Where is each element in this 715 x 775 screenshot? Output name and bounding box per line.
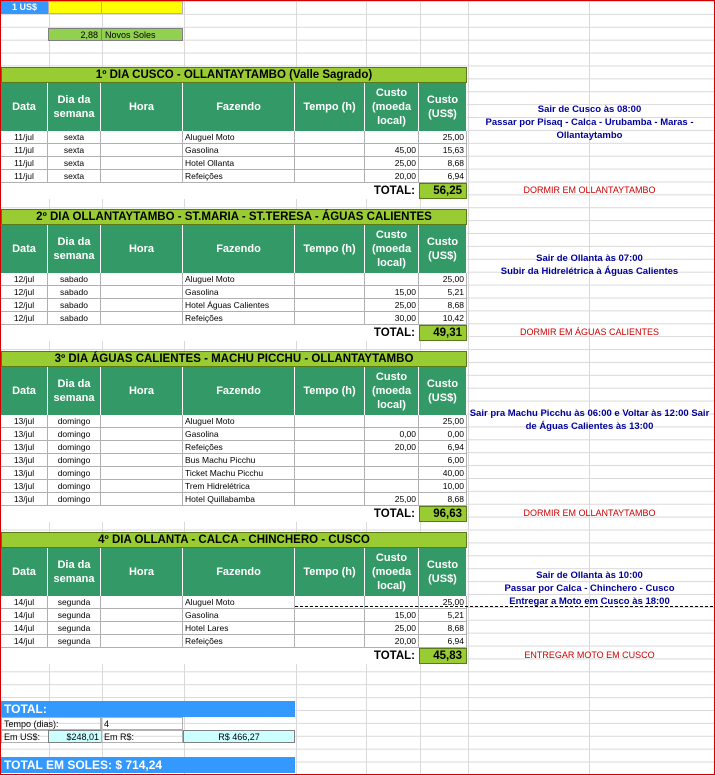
date-cell[interactable]: 13/jul: [1, 428, 48, 441]
table-row: [1, 441, 467, 454]
usd-value[interactable]: $248,01: [48, 730, 102, 743]
time-cell[interactable]: [295, 415, 365, 428]
column-header[interactable]: Tempo (h): [295, 548, 365, 596]
cost-usd-cell[interactable]: 25,00: [419, 596, 467, 609]
hour-cell[interactable]: [101, 131, 183, 144]
time-cell[interactable]: [295, 273, 365, 286]
activity-cell[interactable]: Ticket Machu Picchu: [183, 467, 295, 480]
day-section: [1, 209, 467, 341]
date-cell[interactable]: 14/jul: [1, 609, 48, 622]
cost-usd-cell[interactable]: 25,00: [419, 131, 467, 144]
column-header[interactable]: Custo (US$): [419, 367, 467, 415]
hour-cell[interactable]: [101, 493, 183, 506]
hour-cell[interactable]: [101, 467, 183, 480]
day-section: [1, 67, 467, 199]
cost-usd-cell[interactable]: 8,68: [419, 622, 467, 635]
table-row: [1, 273, 467, 286]
column-header[interactable]: Dia da semana: [48, 225, 101, 273]
time-cell[interactable]: [295, 428, 365, 441]
column-header[interactable]: Custo (US$): [419, 225, 467, 273]
sleep-note: DORMIR EM OLLANTAYTAMBO: [523, 185, 656, 195]
time-cell[interactable]: [295, 286, 365, 299]
weekday-cell[interactable]: domingo: [48, 441, 101, 454]
cost-local-cell[interactable]: [365, 596, 419, 609]
cost-usd-cell[interactable]: 40,00: [419, 467, 467, 480]
column-header[interactable]: Data: [1, 548, 48, 596]
cost-local-cell[interactable]: [365, 467, 419, 480]
cost-usd-cell[interactable]: 25,00: [419, 415, 467, 428]
column-header[interactable]: Dia da semana: [48, 83, 101, 131]
date-cell[interactable]: 11/jul: [1, 157, 48, 170]
time-cell[interactable]: [295, 157, 365, 170]
brl-value[interactable]: R$ 466,27: [183, 730, 295, 743]
summary-title: TOTAL:: [1, 701, 295, 717]
date-cell[interactable]: 14/jul: [1, 596, 48, 609]
activity-cell[interactable]: Gasolina: [183, 286, 295, 299]
weekday-cell[interactable]: domingo: [48, 467, 101, 480]
activity-cell[interactable]: Gasolina: [183, 428, 295, 441]
time-cell[interactable]: [295, 312, 365, 325]
column-header[interactable]: Custo (US$): [419, 548, 467, 596]
activity-cell[interactable]: Aluguel Moto: [183, 273, 295, 286]
rate-cell-1[interactable]: [48, 1, 102, 14]
time-cell[interactable]: [295, 131, 365, 144]
sleep-note: DORMIR EM ÁGUAS CALIENTES: [519, 327, 660, 337]
cost-local-cell[interactable]: 45,00: [365, 144, 419, 157]
date-cell[interactable]: 13/jul: [1, 454, 48, 467]
day-title: 4º DIA OLLANTA - CALCA - CHINCHERO - CUSCO: [1, 532, 467, 548]
activity-cell[interactable]: Gasolina: [183, 609, 295, 622]
total-value[interactable]: 96,63: [419, 506, 467, 522]
total-label: TOTAL:: [373, 327, 415, 339]
time-cell[interactable]: [295, 596, 365, 609]
date-cell[interactable]: 11/jul: [1, 144, 48, 157]
table-row: [1, 312, 467, 325]
time-cell[interactable]: [295, 493, 365, 506]
column-header[interactable]: Tempo (h): [295, 83, 365, 131]
weekday-cell[interactable]: domingo: [48, 428, 101, 441]
day-title: 2º DIA OLLANTAYTAMBO - ST.MARIA - ST.TERESA - ÁGUAS CALIENTES: [1, 209, 467, 225]
column-header[interactable]: Custo (moeda local): [365, 548, 419, 596]
table-row: [1, 428, 467, 441]
time-cell[interactable]: [295, 609, 365, 622]
time-cell[interactable]: [295, 299, 365, 312]
weekday-cell[interactable]: segunda: [48, 596, 101, 609]
hour-cell[interactable]: [101, 609, 183, 622]
weekday-cell[interactable]: segunda: [48, 622, 101, 635]
date-cell[interactable]: 13/jul: [1, 441, 48, 454]
hour-cell[interactable]: [101, 622, 183, 635]
cost-local-cell[interactable]: 0,00: [365, 428, 419, 441]
column-header[interactable]: Hora: [101, 548, 183, 596]
table-row: [1, 415, 467, 428]
date-cell[interactable]: 14/jul: [1, 635, 48, 648]
weekday-cell[interactable]: sabado: [48, 273, 101, 286]
column-header[interactable]: Custo (moeda local): [365, 367, 419, 415]
rate-currency[interactable]: Novos Soles: [101, 28, 183, 41]
total-value[interactable]: 49,31: [419, 325, 467, 341]
hour-cell[interactable]: [101, 635, 183, 648]
date-cell[interactable]: 13/jul: [1, 493, 48, 506]
activity-cell[interactable]: Aluguel Moto: [183, 131, 295, 144]
column-header[interactable]: Data: [1, 367, 48, 415]
table-row: [1, 635, 467, 648]
hour-cell[interactable]: [101, 157, 183, 170]
weekday-cell[interactable]: sexta: [48, 144, 101, 157]
date-cell[interactable]: 12/jul: [1, 273, 48, 286]
column-header[interactable]: Hora: [101, 83, 183, 131]
day-note: Sair de Ollanta às 10:00 Passar por Calca - Chinchero - Cusco Entregar a Moto em Cusco às 18:00: [504, 570, 675, 607]
cost-usd-cell[interactable]: 8,68: [419, 157, 467, 170]
cost-local-cell[interactable]: 25,00: [365, 157, 419, 170]
day-title: 3º DIA ÁGUAS CALIENTES - MACHU PICCHU - OLLANTAYTAMBO: [1, 351, 467, 367]
time-cell[interactable]: [295, 635, 365, 648]
activity-cell[interactable]: Hotel Águas Calientes: [183, 299, 295, 312]
cost-local-cell[interactable]: 25,00: [365, 622, 419, 635]
time-cell[interactable]: [295, 467, 365, 480]
date-cell[interactable]: 13/jul: [1, 480, 48, 493]
total-label: TOTAL:: [373, 185, 415, 197]
hour-cell[interactable]: [101, 312, 183, 325]
activity-cell[interactable]: Gasolina: [183, 144, 295, 157]
activity-cell[interactable]: Hotel Lares: [183, 622, 295, 635]
usd-label: Em US$:: [1, 730, 49, 743]
column-header[interactable]: Data: [1, 225, 48, 273]
table-row: [1, 596, 467, 609]
hour-cell[interactable]: [101, 480, 183, 493]
activity-cell[interactable]: Trem Hidrelétrica: [183, 480, 295, 493]
weekday-cell[interactable]: segunda: [48, 635, 101, 648]
weekday-cell[interactable]: sexta: [48, 157, 101, 170]
table-row: [1, 286, 467, 299]
column-header[interactable]: Tempo (h): [295, 225, 365, 273]
cost-local-cell[interactable]: 15,00: [365, 609, 419, 622]
total-value[interactable]: 56,25: [419, 183, 467, 199]
weekday-cell[interactable]: domingo: [48, 454, 101, 467]
activity-cell[interactable]: Hotel Quillabamba: [183, 493, 295, 506]
activity-cell[interactable]: Aluguel Moto: [183, 415, 295, 428]
cost-usd-cell[interactable]: 8,68: [419, 299, 467, 312]
date-cell[interactable]: 14/jul: [1, 622, 48, 635]
cost-usd-cell[interactable]: 6,94: [419, 170, 467, 183]
cost-usd-cell[interactable]: 8,68: [419, 493, 467, 506]
column-header[interactable]: Hora: [101, 367, 183, 415]
hour-cell[interactable]: [101, 415, 183, 428]
weekday-cell[interactable]: sabado: [48, 299, 101, 312]
column-header[interactable]: Fazendo: [183, 225, 295, 273]
cost-usd-cell[interactable]: 15,63: [419, 144, 467, 157]
cost-usd-cell[interactable]: 10,00: [419, 480, 467, 493]
hour-cell[interactable]: [101, 299, 183, 312]
column-header[interactable]: Custo (US$): [419, 83, 467, 131]
hour-cell[interactable]: [101, 428, 183, 441]
column-header[interactable]: Dia da semana: [48, 548, 101, 596]
weekday-cell[interactable]: sabado: [48, 312, 101, 325]
cost-usd-cell[interactable]: 5,21: [419, 609, 467, 622]
weekday-cell[interactable]: domingo: [48, 480, 101, 493]
page-break-line: [295, 606, 713, 607]
cost-usd-cell[interactable]: 6,00: [419, 454, 467, 467]
cost-local-cell[interactable]: [365, 480, 419, 493]
day-note: Sair pra Machu Picchu às 06:00 e Voltar às 12:00 Sair de Águas Calientes às 13:00: [469, 408, 710, 432]
days-value[interactable]: 4: [101, 717, 183, 730]
sleep-note: DORMIR EM OLLANTAYTAMBO: [523, 508, 656, 518]
date-cell[interactable]: 13/jul: [1, 415, 48, 428]
column-header[interactable]: Custo (moeda local): [365, 225, 419, 273]
total-value[interactable]: 45,83: [419, 648, 467, 664]
date-cell[interactable]: 12/jul: [1, 286, 48, 299]
column-header[interactable]: Dia da semana: [48, 367, 101, 415]
time-cell[interactable]: [295, 622, 365, 635]
weekday-cell[interactable]: sabado: [48, 286, 101, 299]
weekday-cell[interactable]: segunda: [48, 609, 101, 622]
activity-cell[interactable]: Refeições: [183, 312, 295, 325]
date-cell[interactable]: 11/jul: [1, 170, 48, 183]
table-row: [1, 299, 467, 312]
table-row: [1, 480, 467, 493]
column-header[interactable]: Data: [1, 83, 48, 131]
soles-total: TOTAL EM SOLES: $ 714,24: [1, 757, 295, 773]
cost-usd-cell[interactable]: 5,21: [419, 286, 467, 299]
day-title: 1º DIA CUSCO - OLLANTAYTAMBO (Valle Sagrado): [1, 67, 467, 83]
day-note: Sair de Cusco às 08:00 Passar por Pisaq - Calca - Urubamba - Maras - Ollantaytambo: [485, 104, 694, 141]
activity-cell[interactable]: Refeições: [183, 635, 295, 648]
hour-cell[interactable]: [101, 144, 183, 157]
table-row: [1, 609, 467, 622]
date-cell[interactable]: 13/jul: [1, 467, 48, 480]
cost-local-cell[interactable]: 25,00: [365, 493, 419, 506]
activity-cell[interactable]: Refeições: [183, 441, 295, 454]
rate-label: 1 US$: [1, 1, 48, 14]
column-header[interactable]: Tempo (h): [295, 367, 365, 415]
activity-cell[interactable]: Aluguel Moto: [183, 596, 295, 609]
activity-cell[interactable]: Refeições: [183, 170, 295, 183]
cost-local-cell[interactable]: 25,00: [365, 299, 419, 312]
cost-usd-cell[interactable]: 0,00: [419, 428, 467, 441]
table-row: [1, 170, 467, 183]
rate-cell-2[interactable]: [101, 1, 183, 14]
brl-label: Em R$:: [101, 730, 183, 743]
table-row: [1, 157, 467, 170]
column-header[interactable]: Custo (moeda local): [365, 83, 419, 131]
weekday-cell[interactable]: domingo: [48, 493, 101, 506]
cost-local-cell[interactable]: [365, 131, 419, 144]
table-row: [1, 144, 467, 157]
cost-local-cell[interactable]: 20,00: [365, 441, 419, 454]
cost-local-cell[interactable]: [365, 454, 419, 467]
time-cell[interactable]: [295, 170, 365, 183]
cost-local-cell[interactable]: [365, 415, 419, 428]
cost-usd-cell[interactable]: 10,42: [419, 312, 467, 325]
cost-usd-cell[interactable]: 6,94: [419, 635, 467, 648]
weekday-cell[interactable]: sexta: [48, 131, 101, 144]
table-row: [1, 131, 467, 144]
activity-cell[interactable]: Bus Machu Picchu: [183, 454, 295, 467]
cost-usd-cell[interactable]: 6,94: [419, 441, 467, 454]
table-row: [1, 493, 467, 506]
cost-local-cell[interactable]: 20,00: [365, 635, 419, 648]
weekday-cell[interactable]: sexta: [48, 170, 101, 183]
column-header[interactable]: Fazendo: [183, 367, 295, 415]
day-note: Sair de Ollanta às 07:00 Subir da Hidrelétrica à Águas Calientes: [500, 253, 679, 277]
rate-value[interactable]: 2,88: [48, 28, 102, 41]
time-cell[interactable]: [295, 480, 365, 493]
day-section: [1, 532, 467, 664]
hour-cell[interactable]: [101, 454, 183, 467]
weekday-cell[interactable]: domingo: [48, 415, 101, 428]
total-label: TOTAL:: [373, 508, 415, 520]
hour-cell[interactable]: [101, 170, 183, 183]
hour-cell[interactable]: [101, 286, 183, 299]
time-cell[interactable]: [295, 454, 365, 467]
table-row: [1, 622, 467, 635]
column-header[interactable]: Fazendo: [183, 548, 295, 596]
day-section: [1, 351, 467, 522]
table-row: [1, 454, 467, 467]
cost-local-cell[interactable]: 20,00: [365, 170, 419, 183]
days-label: Tempo (dias):: [1, 717, 101, 730]
column-header[interactable]: Hora: [101, 225, 183, 273]
cost-usd-cell[interactable]: 25,00: [419, 273, 467, 286]
date-cell[interactable]: 11/jul: [1, 131, 48, 144]
time-cell[interactable]: [295, 441, 365, 454]
date-cell[interactable]: 12/jul: [1, 312, 48, 325]
hour-cell[interactable]: [101, 441, 183, 454]
hour-cell[interactable]: [101, 596, 183, 609]
table-row: [1, 467, 467, 480]
hour-cell[interactable]: [101, 273, 183, 286]
date-cell[interactable]: 12/jul: [1, 299, 48, 312]
time-cell[interactable]: [295, 144, 365, 157]
sleep-note: ENTREGAR MOTO EM CUSCO: [524, 650, 655, 660]
activity-cell[interactable]: Hotel Ollanta: [183, 157, 295, 170]
column-header[interactable]: Fazendo: [183, 83, 295, 131]
cost-local-cell[interactable]: [365, 273, 419, 286]
cost-local-cell[interactable]: 15,00: [365, 286, 419, 299]
cost-local-cell[interactable]: 30,00: [365, 312, 419, 325]
total-label: TOTAL:: [373, 650, 415, 662]
